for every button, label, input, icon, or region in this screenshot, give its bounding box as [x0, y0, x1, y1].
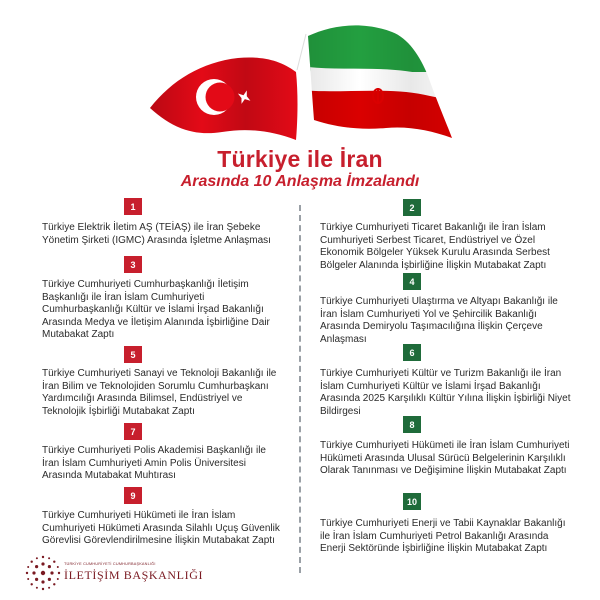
agreement-text: Türkiye Cumhuriyeti Ulaştırma ve Altyapı Bakanlığı ile İran İslam Cumhuriyeti Yol ve Şehircilik Bakanlığı Arasında Demiryolu Taşımacılığına İlişkin Çerçeve Anlaşması — [320, 296, 558, 345]
agreement-text: Türkiye Cumhuriyeti Polis Akademisi Başkanlığı ile İran İslam Cumhuriyeti Amin Polis Üniversitesi Arasında Mutabakat Muhtırası — [42, 445, 266, 482]
agreement-text: Türkiye Elektrik İletim AŞ (TEİAŞ) ile İran Şebeke Yönetim Şirketi (IGMC) Arasında İşletme Anlaşması — [42, 222, 271, 246]
agreement-number-badge: 5 — [124, 346, 142, 363]
agreement-number-badge: 9 — [124, 487, 142, 504]
turkey-flag — [150, 58, 298, 140]
agreement-number-badge: 1 — [124, 198, 142, 215]
agreement-number-badge: 7 — [124, 423, 142, 440]
agreement-text: Türkiye Cumhuriyeti Sanayi ve Teknoloji Bakanlığı ile İran Bilim ve Teknolojiden Sorumlu Cumhurbaşkanı Yardımcılığı Arasında Bilimsel, Endüstriyel ve Teknolojik İşbirliği Mutabakat Zaptı — [42, 368, 277, 417]
agreement-text: Türkiye Cumhuriyeti Cumhurbaşkanlığı İletişim Başkanlığı ile İran İslam Cumhuriyeti Cumhurbaşkanlığı Kültür ve İslami İrşad Bakanlığı Arasında Medya ve İletişim Alanında İşbirliğine Dair Mutabakat Zaptı — [42, 279, 270, 341]
agreement-text: Türkiye Cumhuriyeti Hükümeti ile İran İslam Cumhuriyeti Hükümeti Arasında Ulusal Sürücü Belgelerinin Karşılıklı Olarak Tanınması ve Değişimine İlişkin Mutabakat Zaptı — [320, 440, 570, 477]
agreement-text: Türkiye Cumhuriyeti Kültür ve Turizm Bakanlığı ile İran İslam Cumhuriyeti Kültür ve İslami İrşad Bakanlığı Arasında 2025 Karşılıklı Kültür Yılına İlişkin İşbirliği Niyet Bildirgesi — [320, 368, 571, 417]
flags-illustration — [0, 0, 600, 150]
agreement-number-badge: 4 — [403, 273, 421, 290]
agreement-number-badge: 8 — [403, 416, 421, 433]
center-divider — [299, 205, 301, 573]
logo-subtitle: TÜRKİYE CUMHURİYETİ CUMHURBAŞKANLIĞI — [64, 562, 156, 566]
agreement-number-badge: 6 — [403, 344, 421, 361]
iran-flag — [300, 0, 470, 150]
page-title: Türkiye ile İran — [217, 146, 383, 172]
agreement-number-badge: 2 — [403, 199, 421, 216]
agreement-number-badge: 10 — [403, 493, 421, 510]
agreement-text: Türkiye Cumhuriyeti Hükümeti ile İran İslam Cumhuriyeti Hükümeti Arasında Silahlı Uçuş Güvenlik Görevlisi Görevlendirilmesine İlişkin Mutabakat Zaptı — [42, 510, 280, 547]
page-subtitle: Arasında 10 Anlaşma İmzalandı — [180, 173, 420, 190]
agreement-number-badge: 3 — [124, 256, 142, 273]
agreement-text: Türkiye Cumhuriyeti Enerji ve Tabii Kaynaklar Bakanlığı ile İran İslam Cumhuriyeti Petrol Bakanlığı Arasında Enerji Sektöründe İşbirliğine İlişkin Mutabakat Zaptı — [320, 518, 566, 555]
agreement-text: Türkiye Cumhuriyeti Ticaret Bakanlığı ile İran İslam Cumhuriyeti Serbest Ticaret, Endüstriyel ve Özel Ekonomik Bölgeler Yüksek Kurulu Arasında Serbest Bölgeler Alanında İşbirliğine İlişkin Mutabakat Zaptı — [320, 222, 550, 271]
logo-title: İLETİŞİM BAŞKANLIĞI — [64, 568, 204, 582]
